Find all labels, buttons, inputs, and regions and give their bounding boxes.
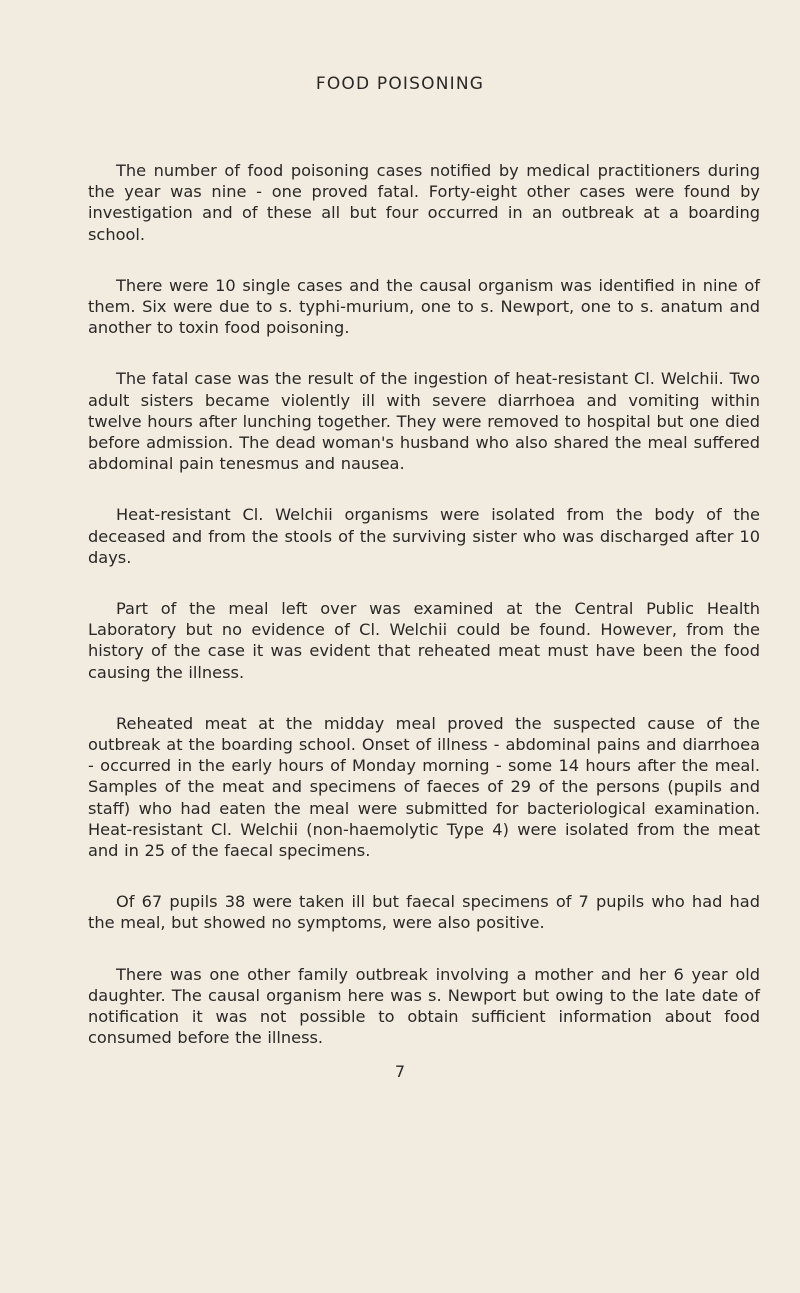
paragraph-notified-cases: The number of food poisoning cases notified by medical practitioners during the year was nine - one proved fatal. Forty-eight other cases were found by investigation and of these all but four occurred in an outbreak at a boarding school.	[88, 161, 760, 244]
page-title: FOOD POISONING	[315, 74, 485, 94]
page-number: 7	[394, 1062, 406, 1081]
paragraph-laboratory-exam: Part of the meal left over was examined at the Central Public Health Laboratory but no evidence of Cl. Welchii could be found. However, from the history of the case it was evident that reheated meat must have been the food causing the illness.	[88, 599, 760, 682]
paragraph-fatal-case: The fatal case was the result of the ingestion of heat-resistant Cl. Welchii. Two adult sisters became violently ill with severe diarrhoea and vomiting within twelve hours after lunching together. They were removed to hospital but one died before admission. The dead woman's husband who also shared the meal suffered abdominal pain tenesmus and nausea.	[88, 369, 760, 474]
paragraph-organisms-isolated: Heat-resistant Cl. Welchii organisms were isolated from the body of the deceased and from the stools of the surviving sister who was discharged after 10 days.	[88, 505, 760, 567]
document-body	[88, 160, 760, 1049]
paragraph-school-outbreak: Reheated meat at the midday meal proved the suspected cause of the outbreak at the boarding school. Onset of illness - abdominal pains and diarrhoea - occurred in the early hours of Monday morning - some 14 hours after the meal. Samples of the meat and specimens of faeces of 29 of the persons (pupils and staff) who had eaten the meal were submitted for bacteriological examination. Heat-resistant Cl. Welchii (non-haemolytic Type 4) were isolated from the meat and in 25 of the faecal specimens.	[88, 713, 760, 861]
paragraph-family-outbreak: There was one other family outbreak involving a mother and her 6 year old daughter. The causal organism here was s. Newport but owing to the late date of notification it was not possible to obtain sufficient information about food consumed before the illness.	[88, 964, 760, 1048]
paragraph-single-cases: There were 10 single cases and the causal organism was identified in nine of them. Six were due to s. typhi-murium, one to s. Newport, one to s. anatum and another to toxin food poisoning.	[88, 275, 760, 338]
paragraph-pupils: Of 67 pupils 38 were taken ill but faecal specimens of 7 pupils who had had the meal, but showed no symptoms, were also positive.	[88, 892, 760, 933]
